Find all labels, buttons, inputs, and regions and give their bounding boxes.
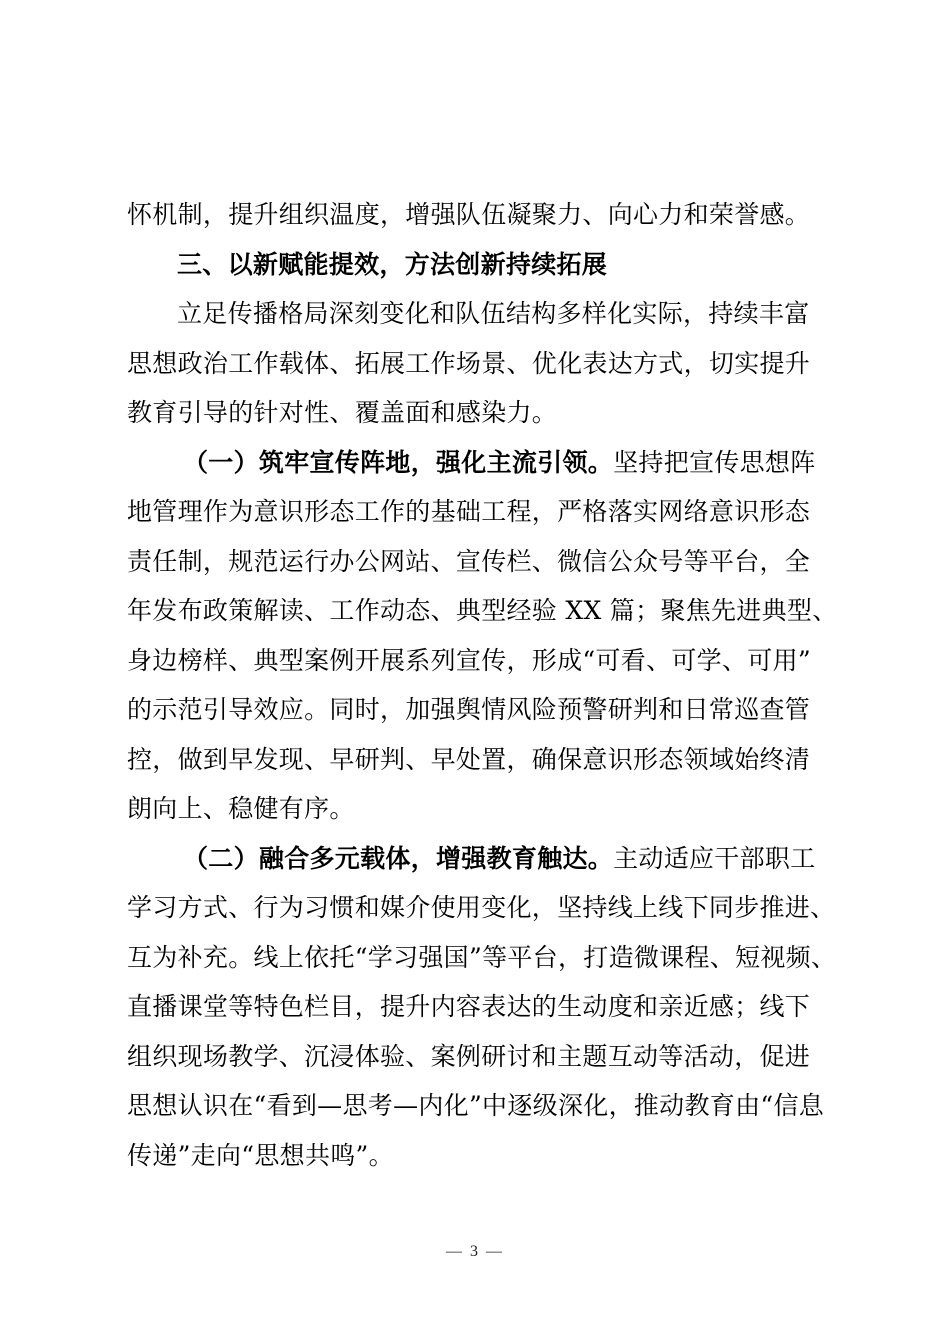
page-number: — 3 —: [446, 1243, 504, 1260]
paragraph-line: 年发布政策解读、工作动态、典型经验 XX 篇；聚焦先进典型、: [127, 596, 838, 625]
paragraph-line: [127, 834, 827, 884]
subsection-1-first-line: 坚持把宣传思想阵: [613, 447, 816, 477]
paragraph-line: 思想政治工作载体、拓展工作场景、优化表达方式，切实提升: [127, 348, 811, 378]
section-heading: 三、以新赋能提效，方法创新持续拓展: [177, 249, 608, 279]
subsection-2-first-line: 主动适应干部职工: [613, 843, 816, 873]
paragraph-line: 立足传播格局深刻变化和队伍结构多样化实际，持续丰富: [177, 299, 810, 328]
subsection-1-heading: （一）筑牢宣传阵地，强化主流引领。: [183, 447, 614, 477]
paragraph-line: 学习方式、行为习惯和媒介使用变化，坚持线上线下同步推进、: [127, 893, 836, 922]
subsection-1-paragraph: [127, 438, 838, 834]
paragraph-line: 的示范引导效应。同时，加强舆情风险预警研判和日常巡查管: [127, 695, 811, 724]
paragraph-line: 传递”走向“思想共鸣”。: [127, 1140, 394, 1170]
subsection-2-heading: （二）融合多元载体，增强教育触达。: [183, 843, 614, 873]
paragraph-line: 教育引导的针对性、覆盖面和感染力。: [127, 398, 558, 427]
paragraph-line: 朗向上、稳健有序。: [127, 794, 355, 823]
document-body: [127, 190, 838, 1180]
paragraph-line: 身边榜样、典型案例开展系列宣传，形成“可看、可学、可用”: [127, 645, 811, 675]
continuation-line: 怀机制，提升组织温度，增强队伍凝聚力、向心力和荣誉感。: [127, 200, 811, 229]
paragraph-line: 直播课堂等特色栏目，提升内容表达的生动度和亲近感；线下: [127, 992, 811, 1021]
paragraph-line: 互为补充。线上依托“学习强国”等平台，打造微课程、短视频、: [127, 942, 837, 972]
paragraph-line: [127, 438, 827, 488]
paragraph-line: 地管理作为意识形态工作的基础工程，严格落实网络意识形态: [127, 497, 811, 526]
subsection-2-paragraph: [127, 834, 837, 1181]
paragraph-line: 思想认识在“看到—思考—内化”中逐级深化，推动教育由“信息: [127, 1091, 825, 1120]
paragraph-line: 控，做到早发现、早研判、早处置，确保意识形态领域始终清: [127, 744, 811, 774]
paragraph-line: 责任制，规范运行办公网站、宣传栏、微信公众号等平台，全: [127, 546, 811, 576]
intro-paragraph: [127, 289, 827, 438]
paragraph-line: 组织现场教学、沉浸体验、案例研讨和主题互动等活动，促进: [127, 1041, 811, 1071]
